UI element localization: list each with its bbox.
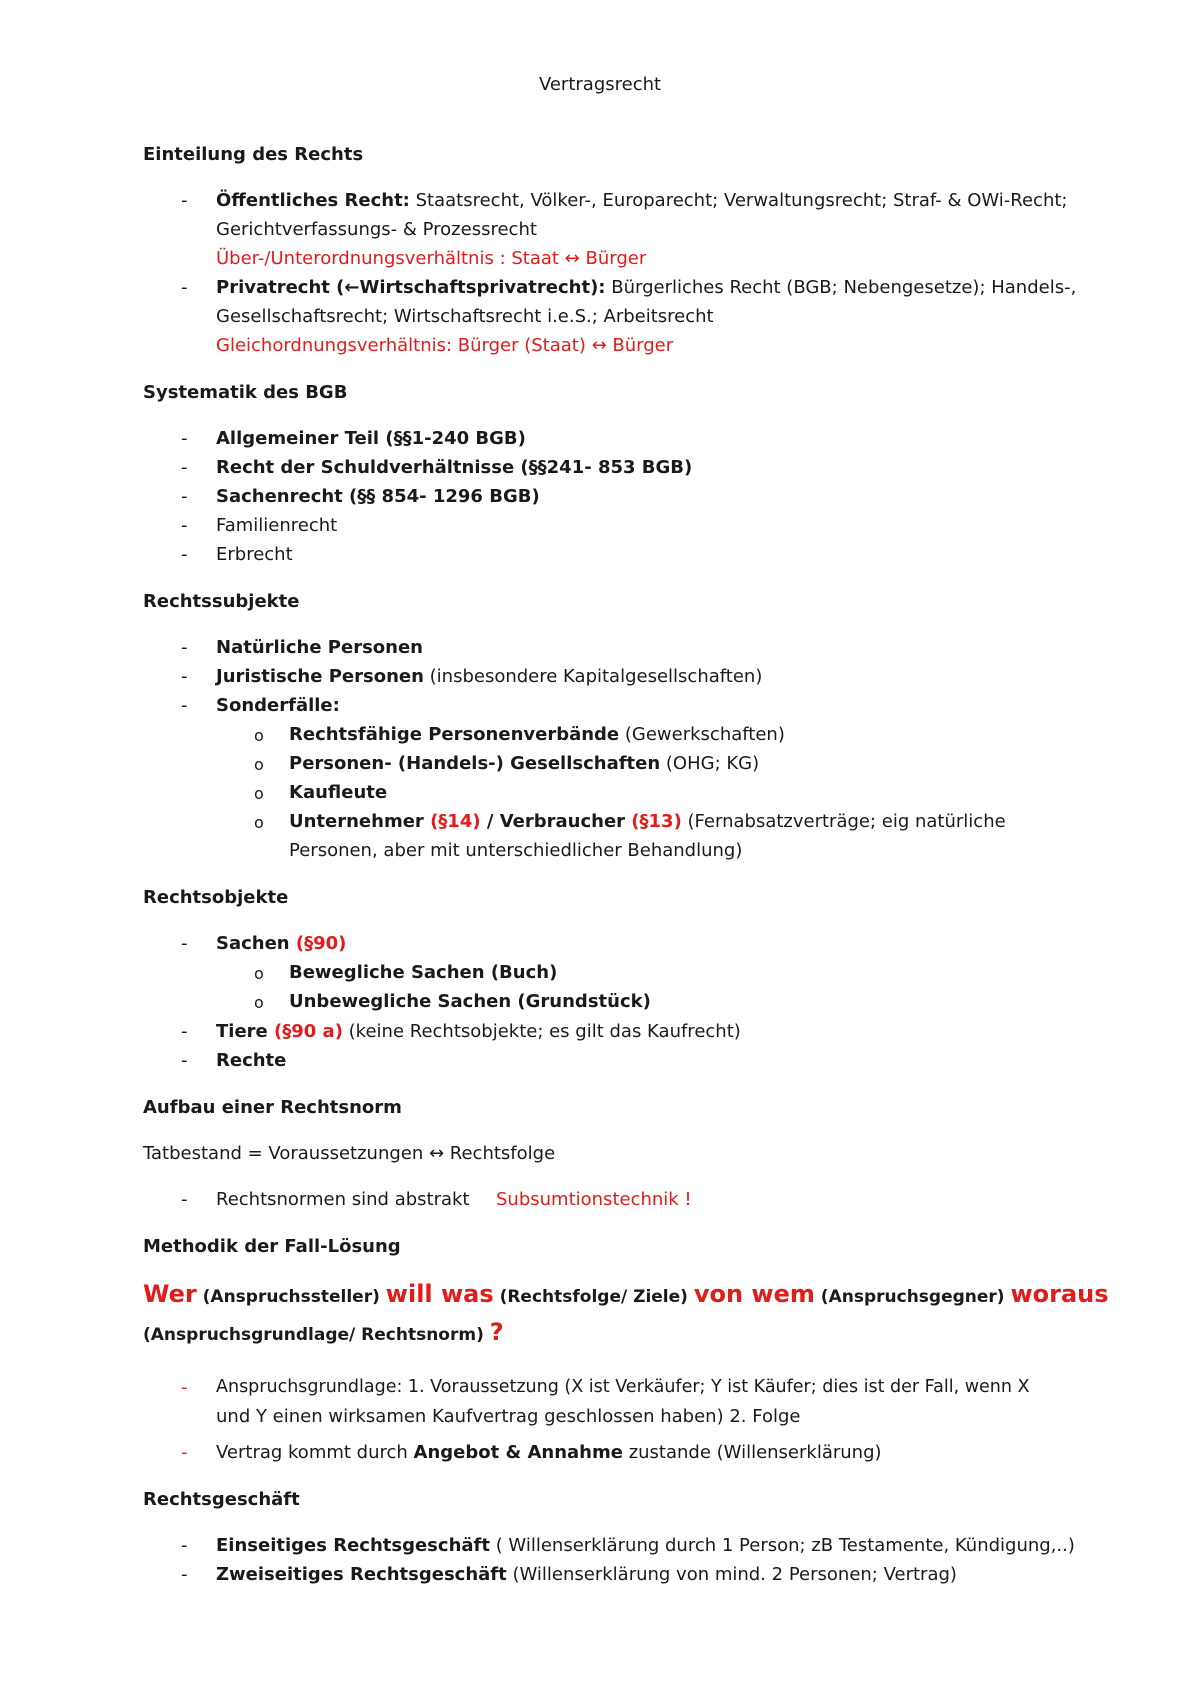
subitem-unternehmer-verbraucher: Unternehmer (§14) / Verbraucher (§13) (Fernabsatzverträge; eig natürliche <box>289 811 1006 832</box>
tatbestand-line: Tatbestand = Voraussetzungen ↔ Rechtsfolge <box>143 1143 556 1164</box>
bullet-dash: - <box>181 457 188 478</box>
item-juristische-personen: Juristische Personen (insbesondere Kapitalgesellschaften) <box>216 666 763 687</box>
heading-rechtsgeschaeft: Rechtsgeschäft <box>143 1489 300 1510</box>
item-einseitiges: Einseitiges Rechtsgeschäft ( Willenserklärung durch 1 Person; zB Testamente, Kündigung,..) <box>216 1535 1075 1556</box>
item-sachenrecht: Sachenrecht (§§ 854- 1296 BGB) <box>216 486 540 507</box>
bullet-circle: o <box>254 726 264 745</box>
item-vertrag: Vertrag kommt durch Angebot & Annahme zustande (Willenserklärung) <box>216 1442 882 1463</box>
bullet-circle: o <box>254 964 264 983</box>
bullet-dash: - <box>181 637 188 658</box>
subitem-bewegliche-sachen: Bewegliche Sachen (Buch) <box>289 962 558 983</box>
item-schuldverhaeltnisse: Recht der Schuldverhältnisse (§§241- 853 BGB) <box>216 457 693 478</box>
item-privatrecht-red: Gleichordnungsverhältnis: Bürger (Staat) ↔ Bürger <box>216 335 674 356</box>
subitem-gesellschaften: Personen- (Handels-) Gesellschaften (OHG; KG) <box>289 753 760 774</box>
item-oeffentliches-recht-line2: Gerichtverfassungs- & Prozessrecht <box>216 219 537 240</box>
item-anspruchsgrundlage: Anspruchsgrundlage: 1. Voraussetzung (X ist Verkäufer; Y ist Käufer; dies ist der Fall, wenn X <box>216 1377 1030 1397</box>
item-zweiseitiges: Zweiseitiges Rechtsgeschäft (Willenserklärung von mind. 2 Personen; Vertrag) <box>216 1564 957 1585</box>
subitem-kaufleute: Kaufleute <box>289 782 388 803</box>
heading-systematik: Systematik des BGB <box>143 382 348 403</box>
bullet-circle: o <box>254 993 264 1012</box>
bullet-dash: - <box>181 1189 188 1210</box>
bullet-circle: o <box>254 755 264 774</box>
item-familienrecht: Familienrecht <box>216 515 338 536</box>
heading-rechtsobjekte: Rechtsobjekte <box>143 887 289 908</box>
subitem-personenverbaende: Rechtsfähige Personenverbände (Gewerkschaften) <box>289 724 785 745</box>
item-anspruchsgrundlage-line2: und Y einen wirksamen Kaufvertrag geschlossen haben) 2. Folge <box>216 1406 801 1427</box>
item-sachen: Sachen (§90) <box>216 933 347 954</box>
item-sonderfaelle: Sonderfälle: <box>216 695 340 716</box>
item-rechtsnormen-abstrakt: Rechtsnormen sind abstrakt <box>216 1189 470 1210</box>
bullet-dash: - <box>181 1442 188 1463</box>
bullet-dash: - <box>181 486 188 507</box>
item-natuerliche-personen: Natürliche Personen <box>216 637 423 658</box>
bullet-dash: - <box>181 695 188 716</box>
formula-line-1: Wer (Anspruchssteller) will was (Rechtsfolge/ Ziele) von wem (Anspruchsgegner) woraus <box>143 1280 1109 1308</box>
document-title: Vertragsrecht <box>538 74 662 95</box>
item-oeffentliches-recht: Öffentliches Recht: Staatsrecht, Völker-, Europarecht; Verwaltungsrecht; Straf- & OWi-Recht; <box>216 190 1068 211</box>
item-privatrecht: Privatrecht (←Wirtschaftsprivatrecht): Bürgerliches Recht (BGB; Nebengesetze); Handels-, <box>216 277 1077 298</box>
item-oeffentliches-recht-red: Über-/Unterordnungsverhältnis : Staat ↔ Bürger <box>216 248 647 269</box>
bullet-dash: - <box>181 1564 188 1585</box>
bullet-dash: - <box>181 277 188 298</box>
bullet-dash: - <box>181 1050 188 1071</box>
formula-line-2: (Anspruchsgrundlage/ Rechtsnorm) ? <box>143 1318 504 1346</box>
bullet-dash: - <box>181 515 188 536</box>
heading-rechtssubjekte: Rechtssubjekte <box>143 591 300 612</box>
item-rechte: Rechte <box>216 1050 287 1071</box>
bullet-dash: - <box>181 1021 188 1042</box>
bullet-dash: - <box>181 1535 188 1556</box>
bullet-circle: o <box>254 784 264 803</box>
heading-methodik: Methodik der Fall-Lösung <box>143 1236 401 1257</box>
item-tiere: Tiere (§90 a) (keine Rechtsobjekte; es gilt das Kaufrecht) <box>216 1021 741 1042</box>
item-erbrecht: Erbrecht <box>216 544 293 565</box>
subitem-unbewegliche-sachen: Unbewegliche Sachen (Grundstück) <box>289 991 651 1012</box>
bullet-dash: - <box>181 428 188 449</box>
heading-einteilung: Einteilung des Rechts <box>143 144 364 165</box>
subitem-unternehmer-line2: Personen, aber mit unterschiedlicher Behandlung) <box>289 840 743 861</box>
item-privatrecht-line2: Gesellschaftsrecht; Wirtschaftsrecht i.e.S.; Arbeitsrecht <box>216 306 714 327</box>
subsumtionstechnik: Subsumtionstechnik ! <box>496 1189 692 1210</box>
bullet-dash: - <box>181 933 188 954</box>
bullet-dash: - <box>181 666 188 687</box>
heading-rechtsnorm: Aufbau einer Rechtsnorm <box>143 1097 402 1118</box>
bullet-dash: - <box>181 544 188 565</box>
bullet-circle: o <box>254 813 264 832</box>
bullet-dash: - <box>181 190 188 211</box>
item-allgemeiner-teil: Allgemeiner Teil (§§1-240 BGB) <box>216 428 526 449</box>
bullet-dash: - <box>181 1377 188 1398</box>
